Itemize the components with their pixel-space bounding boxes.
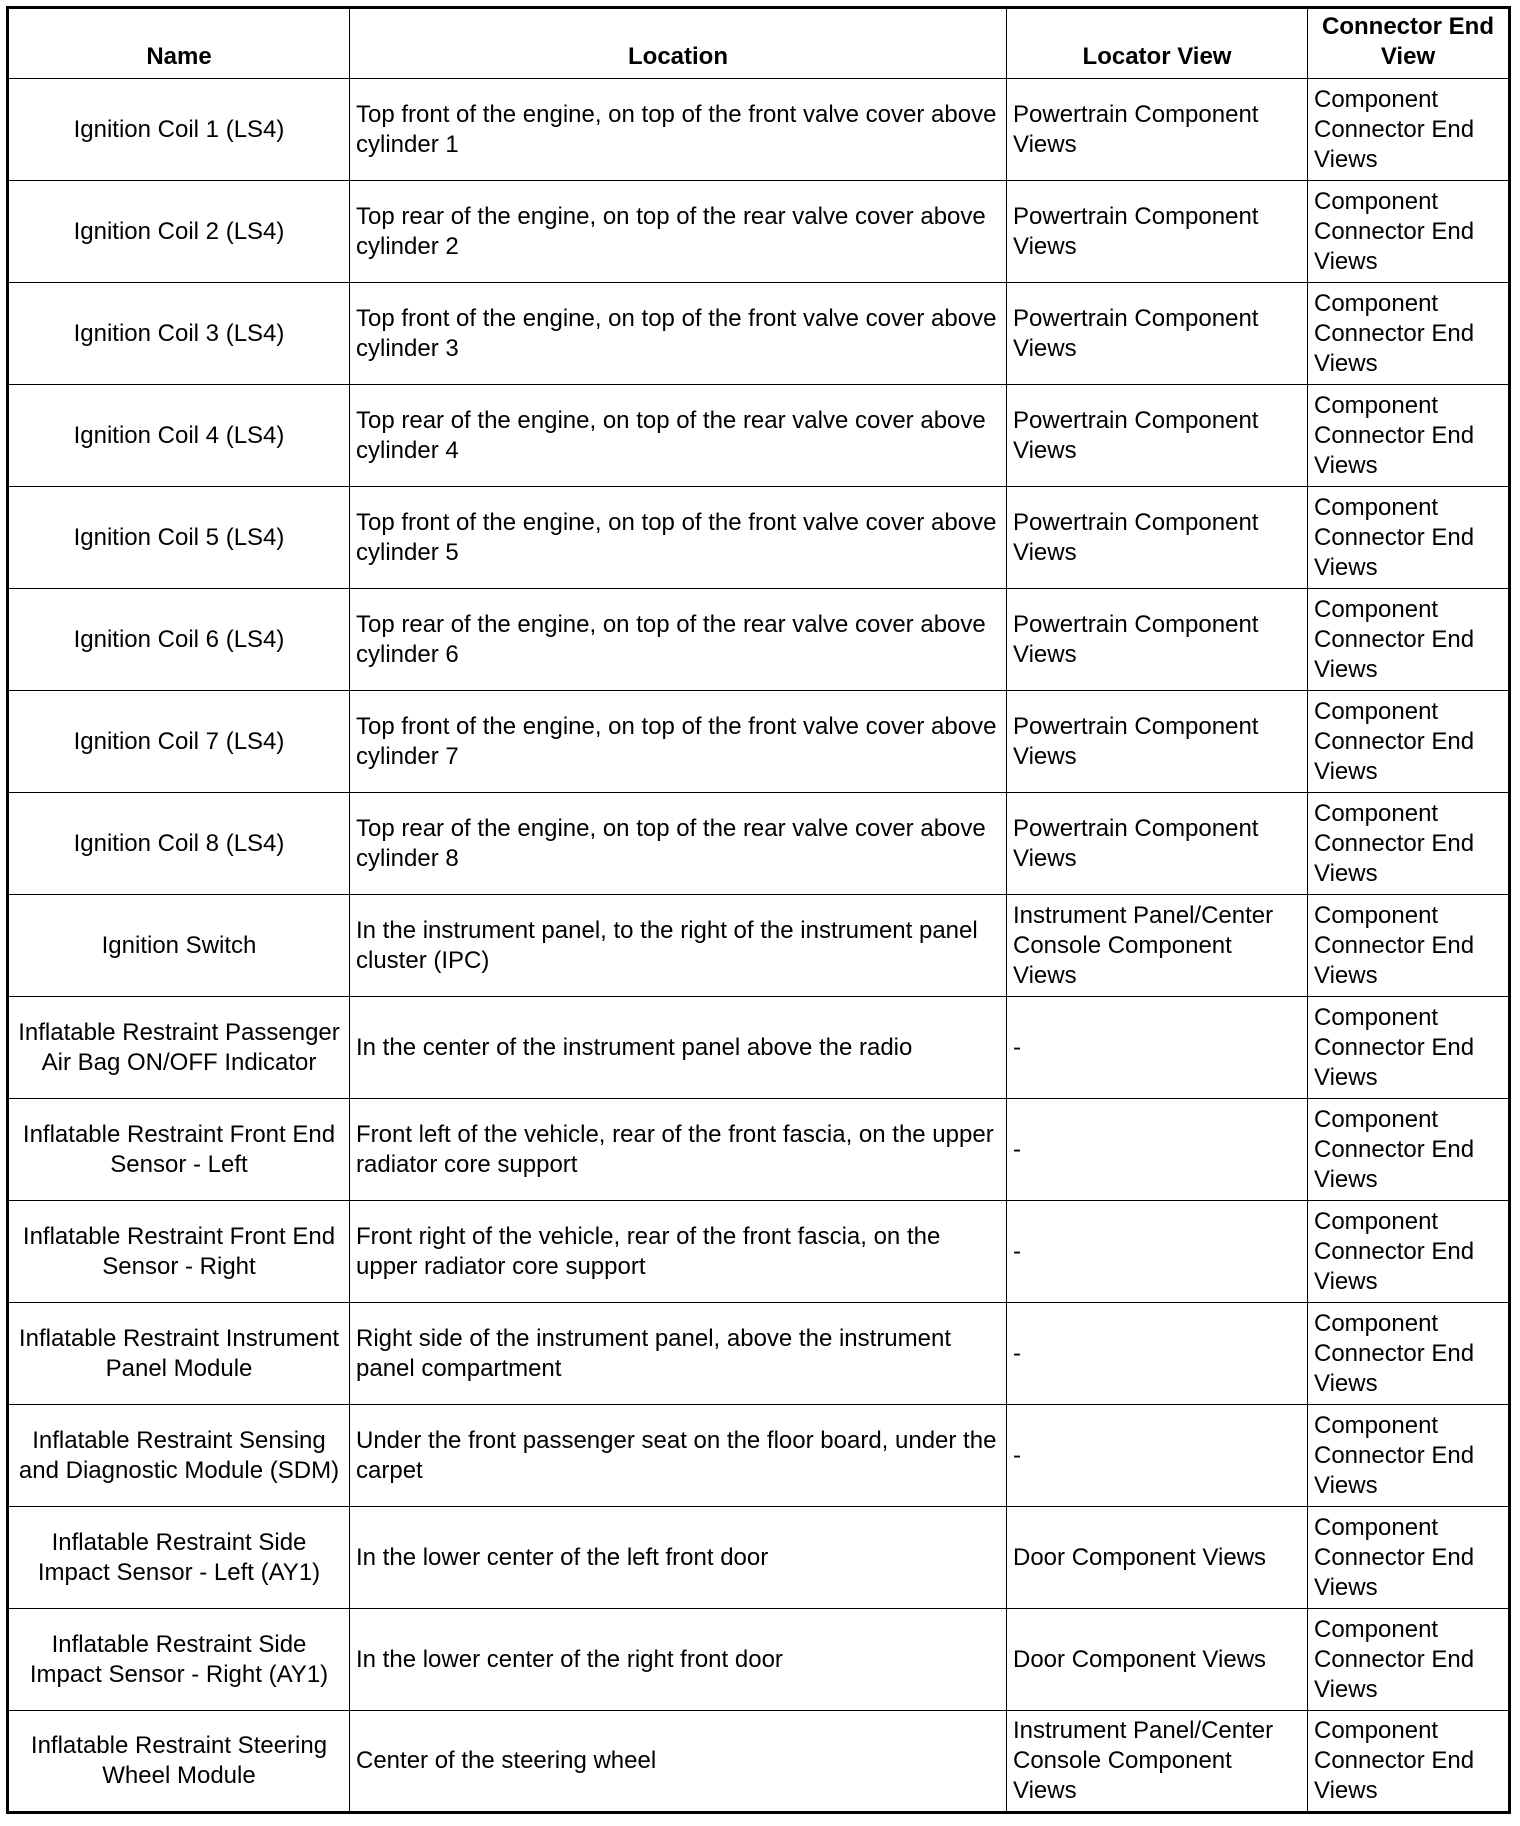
cell-connector-end-view: Component Connector End Views: [1308, 997, 1510, 1099]
component-locator-table: [6, 6, 1511, 1814]
cell-connector-end-view: Component Connector End Views: [1308, 283, 1510, 385]
cell-connector-end-view: Component Connector End Views: [1308, 1711, 1510, 1813]
table-row: [8, 589, 1510, 691]
cell-location: Under the front passenger seat on the floor board, under the carpet: [350, 1405, 1007, 1507]
cell-connector-end-view: Component Connector End Views: [1308, 1099, 1510, 1201]
cell-connector-end-view: Component Connector End Views: [1308, 793, 1510, 895]
cell-locator-view: -: [1007, 1099, 1308, 1201]
column-header-locator-view: Locator View: [1007, 8, 1308, 79]
table-row: [8, 1099, 1510, 1201]
component-locator-table-container: [6, 6, 1508, 1814]
cell-name: Ignition Switch: [8, 895, 350, 997]
cell-connector-end-view: Component Connector End Views: [1308, 1609, 1510, 1711]
table-row: [8, 79, 1510, 181]
cell-connector-end-view: Component Connector End Views: [1308, 1201, 1510, 1303]
cell-locator-view: Powertrain Component Views: [1007, 385, 1308, 487]
cell-name: Inflatable Restraint Side Impact Sensor - Right (AY1): [8, 1609, 350, 1711]
cell-locator-view: Powertrain Component Views: [1007, 79, 1308, 181]
cell-name: Ignition Coil 6 (LS4): [8, 589, 350, 691]
cell-connector-end-view: Component Connector End Views: [1308, 1507, 1510, 1609]
cell-location: Top front of the engine, on top of the front valve cover above cylinder 5: [350, 487, 1007, 589]
table-row: [8, 181, 1510, 283]
table-row: [8, 1711, 1510, 1813]
table-row: [8, 997, 1510, 1099]
cell-location: Top front of the engine, on top of the front valve cover above cylinder 1: [350, 79, 1007, 181]
cell-connector-end-view: Component Connector End Views: [1308, 79, 1510, 181]
cell-location: Top front of the engine, on top of the front valve cover above cylinder 7: [350, 691, 1007, 793]
cell-location: In the lower center of the right front door: [350, 1609, 1007, 1711]
cell-location: In the lower center of the left front door: [350, 1507, 1007, 1609]
cell-locator-view: Powertrain Component Views: [1007, 283, 1308, 385]
cell-connector-end-view: Component Connector End Views: [1308, 487, 1510, 589]
cell-locator-view: -: [1007, 1405, 1308, 1507]
table-body: [8, 79, 1510, 1813]
cell-name: Inflatable Restraint Side Impact Sensor - Left (AY1): [8, 1507, 350, 1609]
cell-locator-view: Powertrain Component Views: [1007, 691, 1308, 793]
cell-name: Ignition Coil 8 (LS4): [8, 793, 350, 895]
column-header-name: Name: [8, 8, 350, 79]
table-row: [8, 1201, 1510, 1303]
table-row: [8, 1507, 1510, 1609]
cell-name: Ignition Coil 1 (LS4): [8, 79, 350, 181]
cell-location: In the instrument panel, to the right of the instrument panel cluster (IPC): [350, 895, 1007, 997]
table-row: [8, 487, 1510, 589]
table-row: [8, 283, 1510, 385]
cell-connector-end-view: Component Connector End Views: [1308, 1405, 1510, 1507]
cell-location: Top rear of the engine, on top of the rear valve cover above cylinder 2: [350, 181, 1007, 283]
cell-locator-view: Powertrain Component Views: [1007, 181, 1308, 283]
cell-name: Inflatable Restraint Steering Wheel Module: [8, 1711, 350, 1813]
cell-name: Ignition Coil 5 (LS4): [8, 487, 350, 589]
cell-locator-view: Door Component Views: [1007, 1609, 1308, 1711]
table-header-row: [8, 8, 1510, 79]
column-header-connector-end-view: Connector End View: [1308, 8, 1510, 79]
cell-locator-view: -: [1007, 997, 1308, 1099]
table-row: [8, 895, 1510, 997]
cell-name: Inflatable Restraint Front End Sensor - Right: [8, 1201, 350, 1303]
cell-locator-view: Powertrain Component Views: [1007, 589, 1308, 691]
cell-name: Inflatable Restraint Front End Sensor - Left: [8, 1099, 350, 1201]
cell-name: Inflatable Restraint Passenger Air Bag ON/OFF Indicator: [8, 997, 350, 1099]
cell-locator-view: Instrument Panel/Center Console Component Views: [1007, 1711, 1308, 1813]
cell-location: Top rear of the engine, on top of the rear valve cover above cylinder 8: [350, 793, 1007, 895]
cell-connector-end-view: Component Connector End Views: [1308, 691, 1510, 793]
table-row: [8, 691, 1510, 793]
cell-locator-view: Door Component Views: [1007, 1507, 1308, 1609]
cell-name: Ignition Coil 4 (LS4): [8, 385, 350, 487]
table-row: [8, 1303, 1510, 1405]
cell-name: Ignition Coil 3 (LS4): [8, 283, 350, 385]
table-row: [8, 1405, 1510, 1507]
cell-connector-end-view: Component Connector End Views: [1308, 1303, 1510, 1405]
cell-location: In the center of the instrument panel above the radio: [350, 997, 1007, 1099]
cell-locator-view: -: [1007, 1201, 1308, 1303]
cell-connector-end-view: Component Connector End Views: [1308, 589, 1510, 691]
column-header-location: Location: [350, 8, 1007, 79]
table-row: [8, 1609, 1510, 1711]
table-row: [8, 793, 1510, 895]
cell-connector-end-view: Component Connector End Views: [1308, 181, 1510, 283]
table-row: [8, 385, 1510, 487]
cell-location: Front right of the vehicle, rear of the front fascia, on the upper radiator core support: [350, 1201, 1007, 1303]
cell-locator-view: Powertrain Component Views: [1007, 487, 1308, 589]
cell-locator-view: -: [1007, 1303, 1308, 1405]
cell-location: Front left of the vehicle, rear of the front fascia, on the upper radiator core support: [350, 1099, 1007, 1201]
cell-connector-end-view: Component Connector End Views: [1308, 895, 1510, 997]
cell-name: Inflatable Restraint Sensing and Diagnostic Module (SDM): [8, 1405, 350, 1507]
cell-location: Right side of the instrument panel, above the instrument panel compartment: [350, 1303, 1007, 1405]
cell-name: Inflatable Restraint Instrument Panel Module: [8, 1303, 350, 1405]
cell-location: Top front of the engine, on top of the front valve cover above cylinder 3: [350, 283, 1007, 385]
cell-location: Center of the steering wheel: [350, 1711, 1007, 1813]
cell-name: Ignition Coil 7 (LS4): [8, 691, 350, 793]
cell-name: Ignition Coil 2 (LS4): [8, 181, 350, 283]
cell-location: Top rear of the engine, on top of the rear valve cover above cylinder 4: [350, 385, 1007, 487]
cell-connector-end-view: Component Connector End Views: [1308, 385, 1510, 487]
cell-locator-view: Instrument Panel/Center Console Component Views: [1007, 895, 1308, 997]
cell-location: Top rear of the engine, on top of the rear valve cover above cylinder 6: [350, 589, 1007, 691]
cell-locator-view: Powertrain Component Views: [1007, 793, 1308, 895]
